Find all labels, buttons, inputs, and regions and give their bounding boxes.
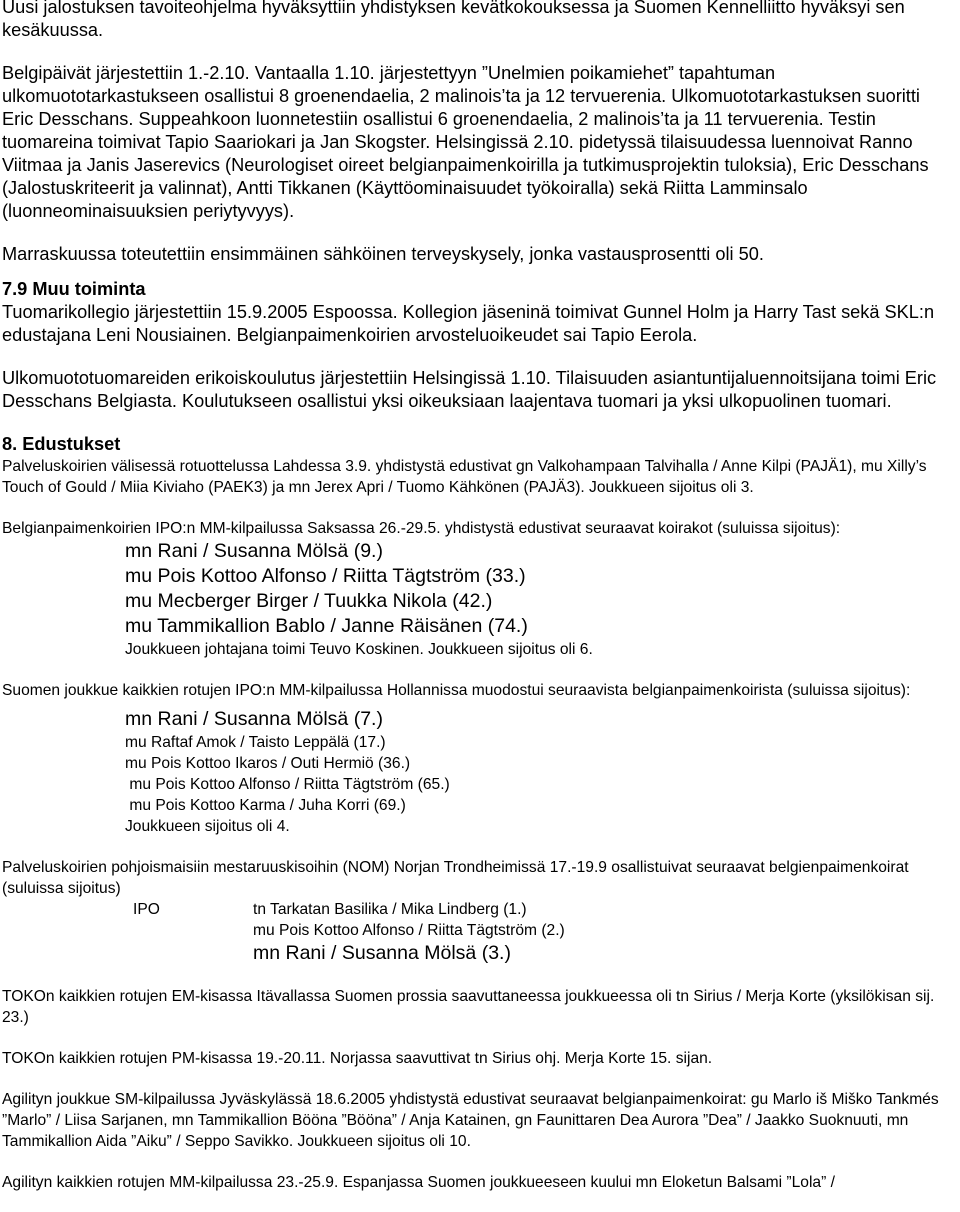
list-item: mu Raftaf Amok / Taisto Leppälä (17.) (125, 734, 386, 751)
list-item: mu Pois Kottoo Alfonso / Riitta Tägtström (2.) (253, 922, 565, 939)
paragraph-agility-sm: Agilityn joukkue SM-kilpailussa Jyväskylässä 18.6.2005 yhdistystä edustivat seuraavat belgianpaimenkoirat: gu Marlo iš Miško Tankmés ”Marlo” / Liisa Sarjanen, mn Tammikallion Bööna ”Bööna” / Anja Katainen, gn Faunittaren Dea Aurora ”Dea” / Jaakko Suoknuuti, mn Tammikallion Aida ”Aiku” / Seppo Savikko. Joukkueen sijoitus oli 10. (2, 1091, 939, 1150)
list-item: mu Tammikallion Bablo / Janne Räisänen (74.) (125, 615, 528, 637)
paragraph-toko-em: TOKOn kaikkien rotujen EM-kisassa Itävallassa Suomen prossia saavuttaneessa joukkueessa oli tn Sirius / Merja Korte (yksilökisan sij. 23.) (2, 988, 935, 1026)
list-item: tn Tarkatan Basilika / Mika Lindberg (1.) (253, 901, 527, 918)
list-item: mn Rani / Susanna Mölsä (7.) (125, 708, 383, 730)
list-row (0, 941, 960, 966)
section-heading-8: 8. Edustukset (2, 434, 121, 454)
paragraph-health-survey: Marraskuussa toteutettiin ensimmäinen sähköinen terveyskysely, jonka vastausprosentti oli 50. (2, 244, 764, 264)
paragraph-breeding-program: Uusi jalostuksen tavoiteohjelma hyväksyttiin yhdistyksen kevätkokouksessa ja Suomen Kennelliitto hyväksyi sen kesäkuussa. (2, 0, 905, 40)
list-item: mu Pois Kottoo Alfonso / Riitta Tägtström (65.) (125, 776, 450, 793)
paragraph-judge-training: Ulkomuototuomareiden erikoiskoulutus järjestettiin Helsingissä 1.10. Tilaisuuden asiantuntijaluennoitsijana toimi Eric Desschans Belgiasta. Koulutukseen osallistui yksi oikeuksiaan laajentava tuomari ja yksi ulkopuolinen tuomari. (2, 368, 937, 411)
list-ipo-wc-germany (125, 539, 960, 660)
paragraph-judges-college: Tuomarikollegio järjestettiin 15.9.2005 Espoossa. Kollegion jäseninä toimivat Gunnel Holm ja Harry Tast sekä SKL:n edustajana Leni Nousiainen. Belgianpaimenkoirien arvosteluoikeudet sai Tapio Eerola. (2, 302, 935, 345)
list-item: mn Rani / Susanna Mölsä (3.) (253, 942, 511, 964)
list-note: Joukkueen johtajana toimi Teuvo Koskinen. Joukkueen sijoitus oli 6. (125, 641, 593, 658)
list-item: mn Rani / Susanna Mölsä (9.) (125, 540, 383, 562)
paragraph-belgian-days: Belgipäivät järjestettiin 1.-2.10. Vantaalla 1.10. järjestettyyn ”Unelmien poikamiehet” tapahtuman ulkomuototarkastukseen osallistui 8 groenendaelia, 2 malinois’ta ja 12 tervuerenia. Ulkomuototarkastuksen suoritti Eric Desschans. Suppeahkoon luonnetestiin osallistui 6 groenendaelia, 2 malinois’ta ja 11 tervuerenia. Testin tuomareina toimivat Tapio Saariokari ja Jan Skogster. Helsingissä 2.10. pidetyssä tilaisuudessa luennoivat Ranno Viitmaa ja Janis Jaserevics (Neurologiset oireet belgianpaimenkoirilla ja tutkimusprojektin tuloksia), Eric Desschans (Jalostuskriteerit ja valinnat), Antti Tikkanen (Käyttöominaisuudet työkoiralla) sekä Riitta Lamminsalo (luonneominaisuuksien periytyvyys). (2, 63, 929, 221)
list-nom-norway (0, 899, 960, 966)
paragraph-nom-norway: Palveluskoirien pohjoismaisiin mestaruuskisoihin (NOM) Norjan Trondheimissä 17.-19.9 osallistuivat seuraavat belgienpaimenkoirat (suluissa sijoitus) (2, 859, 909, 897)
list-item: mu Mecberger Birger / Tuukka Nikola (42.) (125, 590, 493, 612)
list-item: mu Pois Kottoo Ikaros / Outi Hermiö (36.) (125, 755, 411, 772)
class-label: IPO (133, 901, 160, 918)
section-heading-7-9: 7.9 Muu toiminta (2, 279, 146, 299)
list-row (0, 920, 960, 941)
list-row (0, 899, 960, 920)
list-note: Joukkueen sijoitus oli 4. (125, 818, 290, 835)
paragraph-toko-pm: TOKOn kaikkien rotujen PM-kisassa 19.-20.11. Norjassa saavuttivat tn Sirius ohj. Merja Korte 15. sijan. (2, 1050, 713, 1067)
list-ipo-wc-netherlands (125, 707, 960, 837)
paragraph-ipo-wc-netherlands: Suomen joukkue kaikkien rotujen IPO:n MM-kilpailussa Hollannissa muodostui seuraavista belgianpaimenkoirista (suluissa sijoitus): (2, 682, 911, 699)
list-item: mu Pois Kottoo Karma / Juha Korri (69.) (125, 797, 406, 814)
paragraph-lahti-match: Palveluskoirien välisessä rotuottelussa Lahdessa 3.9. yhdistystä edustivat gn Valkohampaan Talvihalla / Anne Kilpi (PAJÄ1), mu Xilly’s Touch of Gould / Miia Kiviaho (PAEK3) ja mn Jerex Apri / Tuomo Kähkönen (PAJÄ3). Joukkueen sijoitus oli 3. (2, 458, 927, 496)
paragraph-agility-mm: Agilityn kaikkien rotujen MM-kilpailussa 23.-25.9. Espanjassa Suomen joukkueeseen kuului mn Eloketun Balsami ”Lola” / (2, 1174, 835, 1191)
list-item: mu Pois Kottoo Alfonso / Riitta Tägtström (33.) (125, 565, 526, 587)
paragraph-ipo-wc-germany: Belgianpaimenkoirien IPO:n MM-kilpailussa Saksassa 26.-29.5. yhdistystä edustivat seuraavat koirakot (suluissa sijoitus): (2, 520, 841, 537)
